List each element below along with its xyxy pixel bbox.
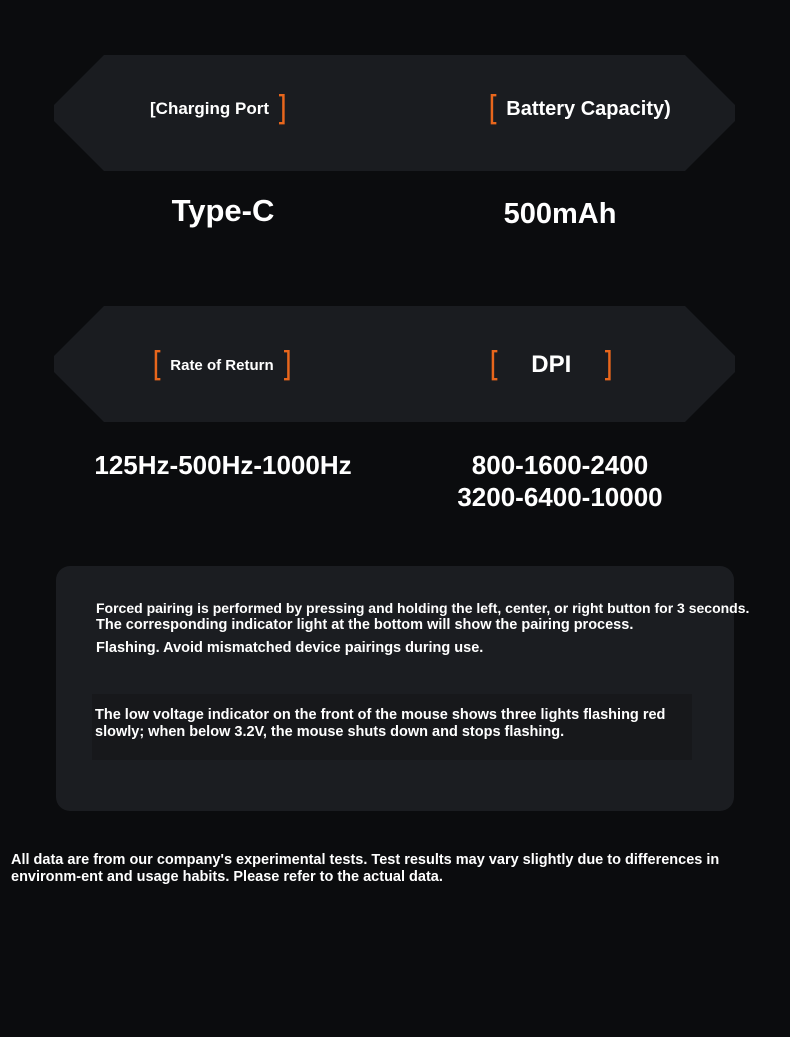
pairing-note-line1: Forced pairing is performed by pressing and holding the left, center, or right button for 3 seconds. [96,600,750,616]
rate-of-return-label-text: Rate of Return [170,356,274,374]
voltage-note: The low voltage indicator on the front of the mouse shows three lights flashing red slowly; when below 3.2V, the mouse shuts down and stops flashing. [95,707,666,740]
battery-capacity-label [487,89,671,129]
rate-of-return-value: 125Hz-500Hz-1000Hz [94,450,352,480]
battery-capacity-label-text: Battery Capacity) [506,97,671,120]
bracket-open-icon: [ [489,345,500,385]
charging-port-value: Type-C [171,193,275,228]
disclaimer-footer: All data are from our company's experimental tests. Test results may vary slightly due to differences in environm-ent and usage habits. Please refer to the actual data. [11,852,720,885]
pairing-note-line3: Flashing. Avoid mismatched device pairings during use. [96,640,484,656]
bracket-close-icon: ] [276,89,287,129]
bracket-close-icon: ] [602,345,614,385]
rate-of-return-label [151,345,293,385]
battery-capacity-value: 500mAh [503,198,617,230]
bracket-open-icon: [ [488,89,499,129]
dpi-value-line1: 800-1600-2400 [471,450,649,480]
dpi-value-line2: 3200-6400-10000 [457,482,663,512]
charging-port-label-text: [Charging Port [150,99,269,118]
notes-panel [56,566,750,811]
pairing-note-line2: The corresponding indicator light at the bottom will show the pairing process. [96,617,634,633]
charging-port-label [150,89,288,129]
bracket-open-icon: [ [152,345,163,385]
bracket-close-icon: ] [280,345,292,385]
dpi-label-text: DPI [531,351,572,378]
dpi-label [488,345,615,385]
